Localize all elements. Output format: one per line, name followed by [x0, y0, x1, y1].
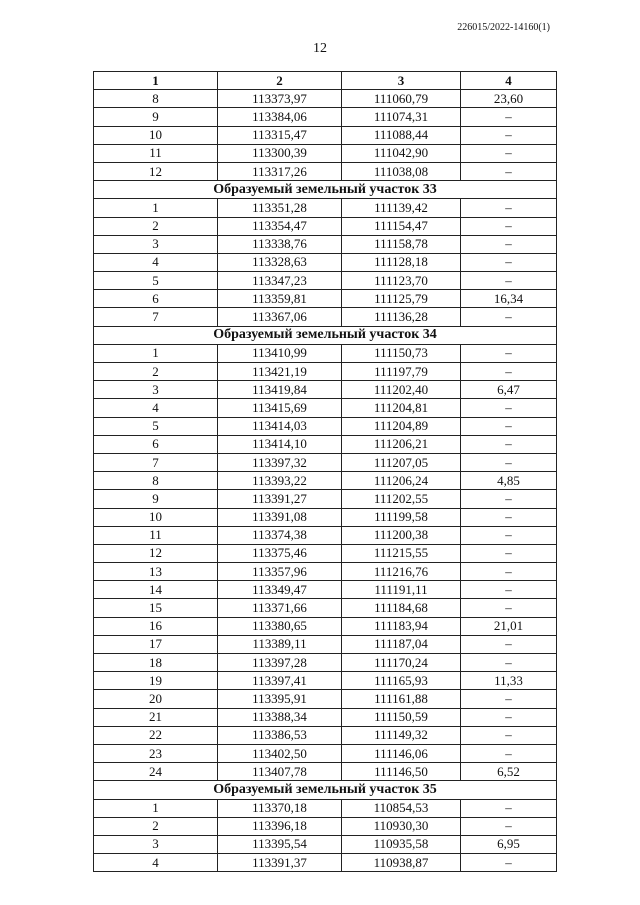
table-row — [94, 199, 557, 217]
table-cell: 10 — [94, 126, 218, 144]
table-cell: 17 — [94, 635, 218, 653]
table-cell: 111206,24 — [342, 472, 461, 490]
table-cell: 113396,18 — [218, 817, 342, 835]
table-cell: 113371,66 — [218, 599, 342, 617]
table-cell: 1 — [94, 799, 218, 817]
table-cell: 111060,79 — [342, 90, 461, 108]
table-row — [94, 799, 557, 817]
table-cell: 111206,21 — [342, 435, 461, 453]
coordinates-table — [93, 71, 557, 872]
table-cell: 111154,47 — [342, 217, 461, 235]
table-cell: – — [461, 817, 557, 835]
table-cell: 113419,84 — [218, 381, 342, 399]
table-cell: – — [461, 490, 557, 508]
table-cell: – — [461, 799, 557, 817]
table-cell: 113414,03 — [218, 417, 342, 435]
column-header: 3 — [342, 72, 461, 90]
table-row — [94, 635, 557, 653]
table-cell: – — [461, 272, 557, 290]
table-cell: 6 — [94, 435, 218, 453]
table-cell: 19 — [94, 672, 218, 690]
table-row — [94, 726, 557, 744]
table-cell: 15 — [94, 599, 218, 617]
table-row — [94, 654, 557, 672]
table-row — [94, 363, 557, 381]
table-cell: 14 — [94, 581, 218, 599]
table-cell: 113407,78 — [218, 763, 342, 781]
table-cell: 111136,28 — [342, 308, 461, 326]
column-header: 4 — [461, 72, 557, 90]
table-cell: – — [461, 526, 557, 544]
table-row — [94, 599, 557, 617]
table-cell: – — [461, 108, 557, 126]
table-cell: 2 — [94, 363, 218, 381]
table-cell: 111191,11 — [342, 581, 461, 599]
table-cell: – — [461, 854, 557, 872]
table-cell: 113370,18 — [218, 799, 342, 817]
table-cell: – — [461, 726, 557, 744]
section-header-row — [94, 181, 557, 199]
table-cell: 3 — [94, 235, 218, 253]
table-cell: 111202,55 — [342, 490, 461, 508]
table-cell: 11 — [94, 526, 218, 544]
table-cell: 111158,78 — [342, 235, 461, 253]
table-cell: 110935,58 — [342, 835, 461, 853]
table-cell: 111199,58 — [342, 508, 461, 526]
table-cell: 113380,65 — [218, 617, 342, 635]
table-cell: 111088,44 — [342, 126, 461, 144]
table-cell: 113374,38 — [218, 526, 342, 544]
table-cell: 5 — [94, 272, 218, 290]
table-cell: 6,47 — [461, 381, 557, 399]
table-cell: 113328,63 — [218, 253, 342, 271]
table-cell: 113354,47 — [218, 217, 342, 235]
table-row — [94, 308, 557, 326]
table-cell: 3 — [94, 835, 218, 853]
table-cell: 113384,06 — [218, 108, 342, 126]
table-cell: 111165,93 — [342, 672, 461, 690]
table-cell: 113367,06 — [218, 308, 342, 326]
table-row — [94, 253, 557, 271]
document-id: 226015/2022-14160(1) — [457, 22, 550, 33]
table-cell: 113391,08 — [218, 508, 342, 526]
table-cell: 111200,38 — [342, 526, 461, 544]
table-cell: 113351,28 — [218, 199, 342, 217]
table-cell: – — [461, 162, 557, 180]
table-cell: 111146,06 — [342, 744, 461, 762]
table-row — [94, 435, 557, 453]
table-cell: 12 — [94, 544, 218, 562]
table-cell: – — [461, 599, 557, 617]
table-cell: 21 — [94, 708, 218, 726]
table-cell: 23 — [94, 744, 218, 762]
table-row — [94, 744, 557, 762]
table-row — [94, 508, 557, 526]
table-cell: – — [461, 744, 557, 762]
table-cell: 113397,28 — [218, 654, 342, 672]
table-row — [94, 126, 557, 144]
table-cell: 113349,47 — [218, 581, 342, 599]
table-cell: 113338,76 — [218, 235, 342, 253]
table-header-row — [94, 72, 557, 90]
table-cell: 1 — [94, 344, 218, 362]
table-cell: 111149,32 — [342, 726, 461, 744]
table-cell: 113395,54 — [218, 835, 342, 853]
table-cell: 2 — [94, 217, 218, 235]
table-cell: 111216,76 — [342, 563, 461, 581]
section-title: Образуемый земельный участок 33 — [94, 181, 557, 199]
table-cell: – — [461, 435, 557, 453]
table-row — [94, 272, 557, 290]
table-cell: – — [461, 690, 557, 708]
table-cell: 1 — [94, 199, 218, 217]
table-row — [94, 217, 557, 235]
column-header: 2 — [218, 72, 342, 90]
table-cell: 111183,94 — [342, 617, 461, 635]
table-cell: 21,01 — [461, 617, 557, 635]
page-number: 12 — [313, 41, 327, 56]
table-cell: – — [461, 144, 557, 162]
table-row — [94, 399, 557, 417]
table-cell: – — [461, 708, 557, 726]
table-cell: 22 — [94, 726, 218, 744]
section-title: Образуемый земельный участок 34 — [94, 326, 557, 344]
table-cell: 111042,90 — [342, 144, 461, 162]
table-body — [94, 90, 557, 872]
table-cell: 111150,73 — [342, 344, 461, 362]
table-cell: – — [461, 544, 557, 562]
table-cell: – — [461, 126, 557, 144]
table-cell: 110938,87 — [342, 854, 461, 872]
table-cell: 4,85 — [461, 472, 557, 490]
table-row — [94, 290, 557, 308]
table-cell: 113395,91 — [218, 690, 342, 708]
table-cell: 111204,89 — [342, 417, 461, 435]
table-row — [94, 108, 557, 126]
table-row — [94, 581, 557, 599]
table-cell: 113414,10 — [218, 435, 342, 453]
section-header-row — [94, 326, 557, 344]
table-cell: 7 — [94, 308, 218, 326]
table-cell: – — [461, 635, 557, 653]
table-cell: 113386,53 — [218, 726, 342, 744]
table-row — [94, 526, 557, 544]
table-cell: 2 — [94, 817, 218, 835]
table-cell: – — [461, 453, 557, 471]
table-cell: 16,34 — [461, 290, 557, 308]
table-cell: 111146,50 — [342, 763, 461, 781]
table-row — [94, 490, 557, 508]
table-row — [94, 672, 557, 690]
table-cell: 23,60 — [461, 90, 557, 108]
table-row — [94, 144, 557, 162]
table-cell: – — [461, 363, 557, 381]
table-cell: 110854,53 — [342, 799, 461, 817]
table-cell: 113317,26 — [218, 162, 342, 180]
table-cell: 111184,68 — [342, 599, 461, 617]
table-cell: 113391,37 — [218, 854, 342, 872]
table-cell: 24 — [94, 763, 218, 781]
table-cell: 111170,24 — [342, 654, 461, 672]
table-cell: 113410,99 — [218, 344, 342, 362]
table-cell: 11,33 — [461, 672, 557, 690]
table-cell: 10 — [94, 508, 218, 526]
table-row — [94, 417, 557, 435]
table-cell: 6 — [94, 290, 218, 308]
table-cell: – — [461, 581, 557, 599]
table-cell: 113397,32 — [218, 453, 342, 471]
table-cell: – — [461, 563, 557, 581]
table-cell: – — [461, 399, 557, 417]
table-row — [94, 235, 557, 253]
table-row — [94, 835, 557, 853]
table-cell: 111123,70 — [342, 272, 461, 290]
table-row — [94, 617, 557, 635]
table-cell: 9 — [94, 108, 218, 126]
table-cell: 113359,81 — [218, 290, 342, 308]
table-cell: 4 — [94, 854, 218, 872]
table-cell: 113391,27 — [218, 490, 342, 508]
table-cell: 8 — [94, 90, 218, 108]
table-cell: 113389,11 — [218, 635, 342, 653]
table-cell: 111128,18 — [342, 253, 461, 271]
table-cell: – — [461, 253, 557, 271]
table-cell: 113300,39 — [218, 144, 342, 162]
table-cell: 20 — [94, 690, 218, 708]
table-cell: – — [461, 199, 557, 217]
table-cell: 113375,46 — [218, 544, 342, 562]
section-title: Образуемый земельный участок 35 — [94, 781, 557, 799]
table-row — [94, 162, 557, 180]
table-cell: 5 — [94, 417, 218, 435]
table-cell: 113402,50 — [218, 744, 342, 762]
table-cell: 111125,79 — [342, 290, 461, 308]
table-cell: 111038,08 — [342, 162, 461, 180]
table-cell: 110930,30 — [342, 817, 461, 835]
table-row — [94, 854, 557, 872]
table-row — [94, 708, 557, 726]
table-cell: – — [461, 654, 557, 672]
table-cell: 113388,34 — [218, 708, 342, 726]
table-cell: 11 — [94, 144, 218, 162]
table-cell: 6,52 — [461, 763, 557, 781]
table-row — [94, 472, 557, 490]
table-cell: 18 — [94, 654, 218, 672]
table-row — [94, 381, 557, 399]
table-row — [94, 544, 557, 562]
table-cell: 111139,42 — [342, 199, 461, 217]
table-cell: 111204,81 — [342, 399, 461, 417]
table-cell: 111150,59 — [342, 708, 461, 726]
table-cell: – — [461, 417, 557, 435]
table-row — [94, 90, 557, 108]
table-row — [94, 453, 557, 471]
column-header: 1 — [94, 72, 218, 90]
table-row — [94, 817, 557, 835]
table-cell: 12 — [94, 162, 218, 180]
table-cell: 113315,47 — [218, 126, 342, 144]
table-cell: 113415,69 — [218, 399, 342, 417]
table-cell: – — [461, 308, 557, 326]
table-cell: 111207,05 — [342, 453, 461, 471]
table-cell: 113397,41 — [218, 672, 342, 690]
table-cell: 4 — [94, 399, 218, 417]
table-cell: 7 — [94, 453, 218, 471]
table-cell: – — [461, 344, 557, 362]
table-cell: 3 — [94, 381, 218, 399]
table-cell: 113347,23 — [218, 272, 342, 290]
section-header-row — [94, 781, 557, 799]
table-row — [94, 690, 557, 708]
table-cell: 6,95 — [461, 835, 557, 853]
table-cell: 8 — [94, 472, 218, 490]
table-cell: 111161,88 — [342, 690, 461, 708]
table-cell: 111202,40 — [342, 381, 461, 399]
table-cell: – — [461, 217, 557, 235]
table-cell: – — [461, 235, 557, 253]
table-row — [94, 344, 557, 362]
table-cell: 9 — [94, 490, 218, 508]
table-cell: 113421,19 — [218, 363, 342, 381]
table-cell: 4 — [94, 253, 218, 271]
table-cell: 16 — [94, 617, 218, 635]
table-cell: 111187,04 — [342, 635, 461, 653]
table-cell: – — [461, 508, 557, 526]
table-row — [94, 563, 557, 581]
table-cell: 111197,79 — [342, 363, 461, 381]
table-cell: 113357,96 — [218, 563, 342, 581]
table-cell: 13 — [94, 563, 218, 581]
table-cell: 111074,31 — [342, 108, 461, 126]
table-cell: 113373,97 — [218, 90, 342, 108]
table-cell: 111215,55 — [342, 544, 461, 562]
table-cell: 113393,22 — [218, 472, 342, 490]
table-row — [94, 763, 557, 781]
